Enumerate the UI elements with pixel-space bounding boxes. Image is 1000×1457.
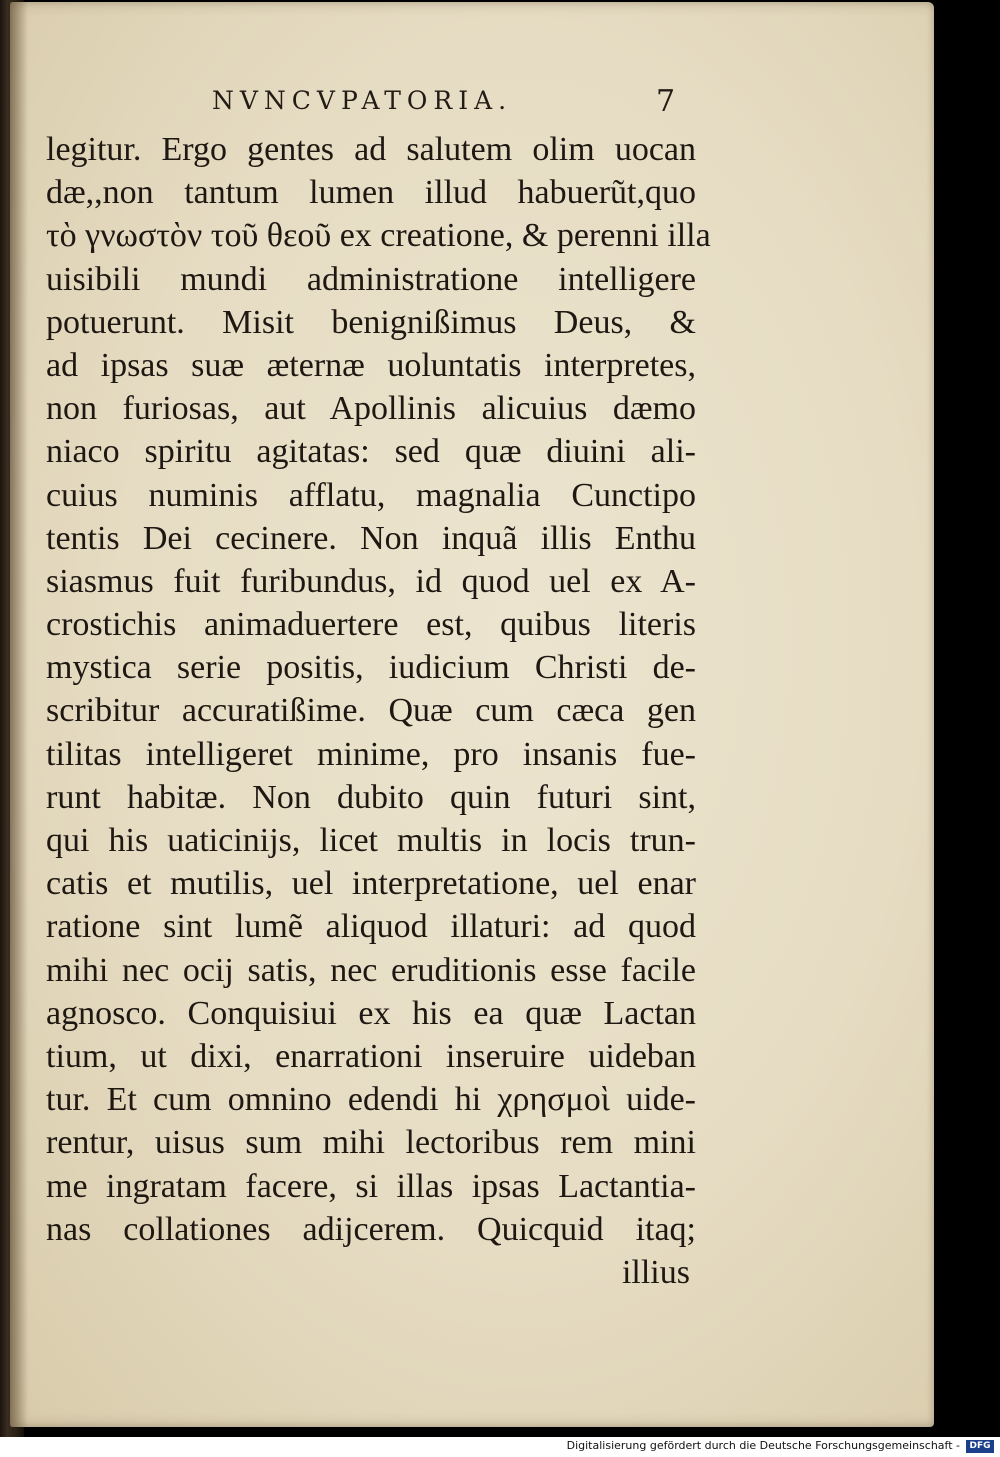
- funding-credit: Digitalisierung gefördert durch die Deutsche Forschungsgemeinschaft -: [566, 1439, 960, 1452]
- text-line: ad ipsas suæ æternæ uoluntatis interpretes,: [46, 346, 696, 384]
- text-line: cuius numinis afflatu, magnalia Cunctipo: [46, 476, 696, 514]
- text-line: tilitas intelligeret minime, pro insanis fue-: [46, 735, 696, 773]
- text-line: tentis Dei cecinere. Non inquã illis Enthu: [46, 519, 696, 557]
- text-line: legitur. Ergo gentes ad salutem olim uocan: [46, 131, 696, 168]
- text-line: τὸ γνωστὸν τοῦ θεοῦ ex creatione, & perenni illa: [46, 217, 711, 255]
- text-line: siasmus fuit furibundus, id quod uel ex A-: [46, 562, 696, 600]
- gutter-shadow: [10, 2, 28, 1427]
- body-text: [46, 128, 711, 1294]
- page-number: 7: [656, 84, 676, 119]
- catchword: illius: [621, 1253, 690, 1291]
- text-line: tium, ut dixi, enarrationi inseruire uideban: [46, 1037, 696, 1075]
- text-line: tur. Et cum omnino edendi hi χρησμοὶ uide-: [46, 1081, 696, 1119]
- text-line: non furiosas, aut Apollinis alicuius dæmo: [46, 390, 696, 428]
- text-line: ratione sint lumẽ aliquod illaturi: ad quod: [46, 908, 696, 946]
- text-line: mystica serie positis, iudicium Christi de-: [46, 649, 696, 687]
- text-line: uisibili mundi administratione intelligere: [46, 260, 696, 298]
- text-line: dæ,,non tantum lumen illud habuerũt,quo: [46, 174, 696, 212]
- text-line: potuerunt. Misit benignißimus Deus, &: [46, 303, 696, 341]
- text-line: rentur, uisus sum mihi lectoribus rem mini: [46, 1124, 696, 1162]
- text-line: scribitur accuratißime. Quæ cum cæca gen: [46, 692, 696, 730]
- text-line: agnosco. Conquisiui ex his ea quæ Lactan: [46, 994, 696, 1032]
- footer-bar: [0, 1437, 1000, 1457]
- text-line: catis et mutilis, uel interpretatione, uel enar: [46, 865, 696, 903]
- text-line: nas collationes adijcerem. Quicquid itaq;: [46, 1210, 696, 1248]
- text-line: mihi nec ocij satis, nec eruditionis esse facile: [46, 951, 696, 989]
- text-line: crostichis animaduertere est, quibus literis: [46, 606, 696, 644]
- running-head: NVNCVPATORIA.: [212, 86, 513, 115]
- dfg-logo-icon: DFG: [966, 1440, 994, 1453]
- text-line: qui his uaticinijs, licet multis in locis trun-: [46, 822, 696, 859]
- text-line: me ingratam facere, si illas ipsas Lactantia-: [46, 1167, 696, 1205]
- text-line: niaco spiritu agitatas: sed quæ diuini ali-: [46, 433, 696, 471]
- text-line: runt habitæ. Non dubito quin futuri sint,: [46, 778, 696, 816]
